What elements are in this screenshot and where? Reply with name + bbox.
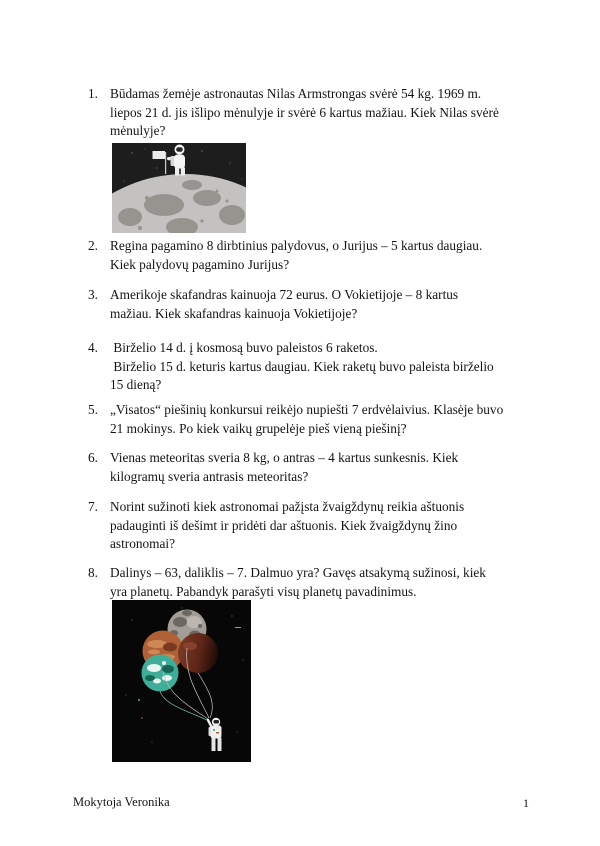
problem-text-line: mėnulyje? (110, 123, 166, 138)
problem-number: 1. (88, 86, 98, 101)
problem-text-line: Birželio 15 d. keturis kartus daugiau. Kiek raketų buvo paleista birželio (110, 358, 494, 374)
problem-text-line: yra planetų. Pabandyk parašyti visų planetų pavadinimus. (110, 583, 417, 599)
problem-text-line: Norint sužinoti kiek astronomai pažįsta žvaigždynų reikia aštuonis (110, 499, 465, 514)
problem-number: 3. (88, 287, 98, 302)
problem-item-1 (88, 85, 499, 141)
problem-text-line: Būdamas žemėje astronautas Nilas Armstrongas svėrė 54 kg. 1969 m. (110, 86, 482, 101)
maroon-planet-balloon (178, 633, 218, 673)
problem-text-line: padauginti iš dešimt ir pridėti dar aštuonis. Kiek žvaigždynų žino (110, 517, 458, 533)
problem-item-8 (88, 564, 486, 601)
problem-text-line: astronomai? (110, 536, 175, 551)
problem-text (110, 85, 499, 141)
problem-item-2 (88, 237, 482, 274)
problem-text-line: Birželio 14 d. į kosmosą buvo paleistos 6 raketos. (110, 340, 378, 355)
problem-text-line: Amerikoje skafandras kainuoja 72 eurus. O Vokietijoje – 8 kartus (110, 287, 459, 302)
problem-text (110, 564, 486, 601)
problem-text-line: 21 mokinys. Po kiek vaikų grupelėje pieš vieną piešinį? (110, 420, 407, 436)
problem-number: 5. (88, 402, 98, 417)
problem-text (110, 401, 503, 438)
problem-text (110, 339, 494, 395)
problem-item-4 (88, 339, 494, 395)
problem-text-line: liepos 21 d. jis išlipo mėnulyje ir svėrė 6 kartus mažiau. Kiek Nilas svėrė (110, 104, 499, 120)
problem-text (110, 286, 458, 323)
problem-text-line: Vienas meteoritas sveria 8 kg, o antras – 4 kartus sunkesnis. Kiek (110, 450, 459, 465)
problem-text-line: Dalinys – 63, daliklis – 7. Dalmuo yra? Gavęs atsakymą sužinosi, kiek (110, 565, 486, 580)
problem-text (110, 449, 458, 486)
problem-number: 7. (88, 499, 98, 514)
planet-balloons-image (112, 600, 251, 762)
page-number: 1 (523, 796, 529, 810)
problem-text (110, 237, 482, 274)
teal-planet-balloon (142, 655, 179, 692)
problem-text-line: mažiau. Kiek skafandras kainuoja Vokietijoje? (110, 305, 358, 321)
problem-text-line: Kiek palydovų pagamino Jurijus? (110, 256, 290, 272)
problem-text (110, 498, 464, 554)
problem-item-6 (88, 449, 458, 486)
problem-number: 4. (88, 340, 98, 355)
problem-number: 6. (88, 450, 98, 465)
footer-author: Mokytoja Veronika (73, 795, 170, 809)
problem-item-3 (88, 286, 458, 323)
problem-item-7 (88, 498, 464, 554)
problem-text-line: Regina pagamino 8 dirbtinius palydovus, o Jurijus – 5 kartus daugiau. (110, 238, 483, 253)
problem-number: 8. (88, 565, 98, 580)
problem-number: 2. (88, 238, 98, 253)
moon-astronaut-image (112, 143, 246, 233)
problem-text-line: 15 dieną? (110, 377, 162, 392)
problem-text-line: „Visatos“ piešinių konkursui reikėjo nupiešti 7 erdvėlaivius. Klasėje buvo (110, 402, 504, 417)
problem-text-line: kilogramų sveria antrasis meteoritas? (110, 468, 309, 484)
problem-item-5 (88, 401, 503, 438)
